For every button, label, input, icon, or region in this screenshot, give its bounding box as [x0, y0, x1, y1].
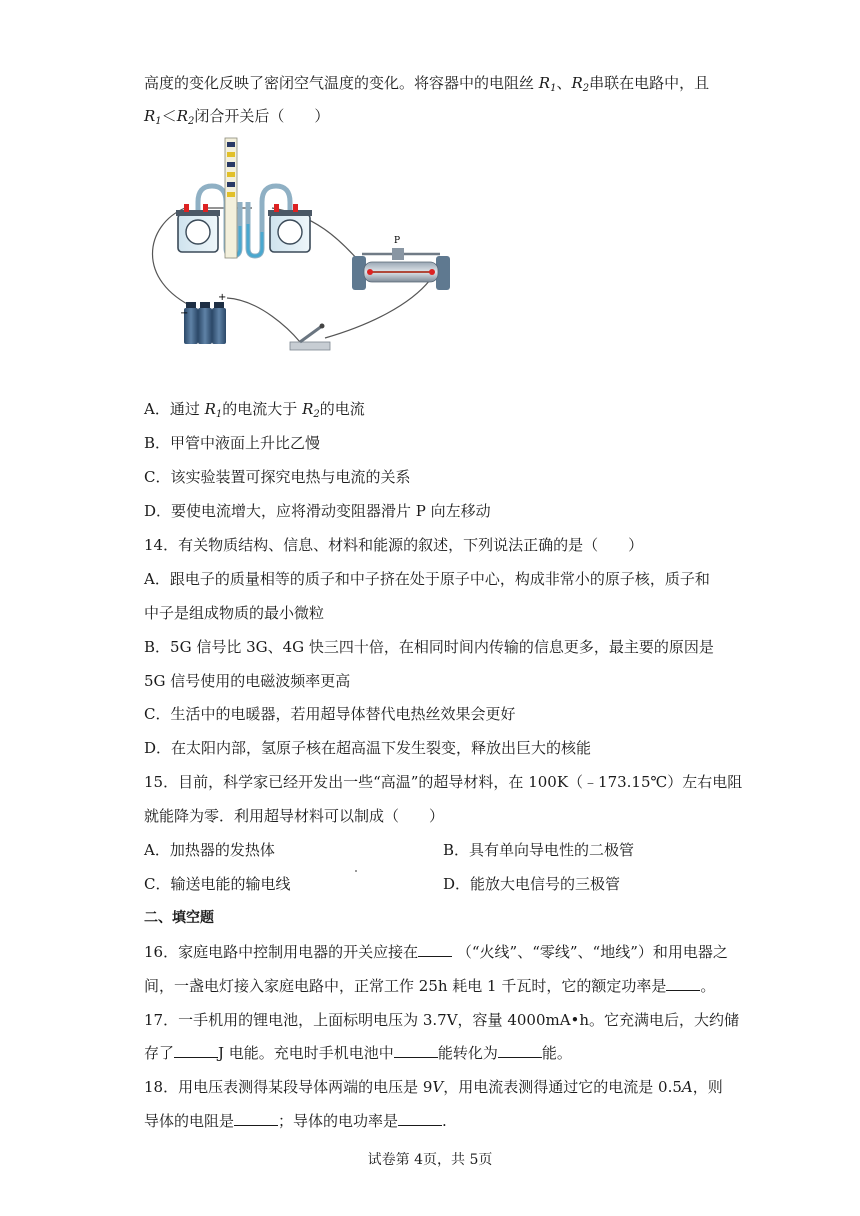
question-text: 存了: [144, 1044, 175, 1062]
container-left: [176, 204, 220, 252]
question-text: 间，一盏电灯接入家庭电路中，正常工作 25h 耗电 1 千瓦时，它的额定功率是: [144, 977, 667, 995]
question-text: 能。: [541, 1044, 572, 1062]
q14-option-b-line2: 5G 信号使用的电磁波频率更高: [144, 672, 351, 690]
answer-blank[interactable]: [398, 1111, 442, 1126]
subscript: 2: [187, 116, 195, 127]
r-symbol: R: [538, 74, 551, 92]
question-text: 导体的电阻是: [144, 1112, 235, 1130]
battery-plus: +: [218, 292, 227, 303]
q15-stem-line2: 就能降为零．利用超导材料可以制成（ ）: [144, 807, 445, 825]
subscript: 1: [215, 409, 223, 420]
q14-option-b-line1: B．5G 信号比 3G、4G 快三四十倍，在相同时间内传输的信息更多，最主要的原因是: [144, 638, 714, 656]
q18-line1: [144, 1077, 723, 1097]
separator: 、: [556, 74, 572, 92]
scale-ruler: [225, 138, 237, 258]
unit-volt: V: [432, 1078, 444, 1096]
q14-option-c: C．生活中的电暖器，若用超导体替代电热丝效果会更好: [144, 705, 516, 723]
subscript: 2: [313, 409, 320, 420]
question-text: 能转化为: [437, 1044, 498, 1062]
question-text: ，用电流表测得通过它的电流是 0.5: [443, 1078, 682, 1096]
q15-stem-line1: 15．目前，科学家已经开发出一些“高温”的超导材料，在 100K（﹣173.15℃）左右电阻: [144, 773, 743, 791]
subscript: 1: [155, 116, 162, 127]
q14-option-a-line1: A．跟电子的质量相等的质子和中子挤在处于原子中心，构成非常小的原子核，质子和: [144, 570, 710, 588]
answer-blank[interactable]: [498, 1043, 542, 1058]
q15-option-b: B．具有单向导电性的二极管: [443, 841, 635, 859]
q15-option-a: A．加热器的发热体: [144, 841, 275, 859]
container-right: [268, 204, 312, 252]
question-text: ，则: [692, 1078, 723, 1096]
answer-blank[interactable]: [234, 1111, 278, 1126]
intro-text: 串联在电路中，且: [589, 74, 710, 92]
wire: [325, 280, 430, 338]
r-symbol: R: [176, 107, 188, 125]
option-text: A．通过: [144, 400, 205, 418]
answer-blank[interactable]: [174, 1043, 218, 1058]
r-symbol: R: [144, 107, 156, 125]
option-text: 的电流: [319, 400, 365, 418]
answer-blank[interactable]: [418, 942, 452, 957]
intro-line-1: [144, 73, 709, 99]
stray-dot: [355, 870, 357, 872]
q15-option-d: D．能放大电信号的三极管: [443, 875, 621, 893]
question-text: 16．家庭电路中控制用电器的开关应接在: [144, 943, 419, 961]
q13-option-b: B．甲管中液面上升比乙慢: [144, 434, 321, 452]
wire: [227, 298, 300, 342]
question-text: 。: [700, 977, 716, 995]
q14-option-a-line2: 中子是组成物质的最小微粒: [144, 604, 325, 622]
q16-line2: [144, 976, 715, 996]
q13-option-d: D．要使电流增大，应将滑动变阻器滑片 P 向左移动: [144, 502, 491, 520]
q14-option-d: D．在太阳内部，氢原子核在超高温下发生裂变，释放出巨大的核能: [144, 739, 592, 757]
q15-option-c: C．输送电能的输电线: [144, 875, 291, 893]
answer-blank[interactable]: [394, 1043, 438, 1058]
q17-line1: 17．一手机用的锂电池，上面标明电压为 3.7V，容量 4000mA•h。它充满电后，大约储: [144, 1011, 740, 1029]
circuit-figure: [140, 130, 460, 362]
r-symbol: R: [204, 400, 216, 418]
q16-line1: [144, 942, 728, 962]
question-text: 18．用电压表测得某段导体两端的电压是 9: [144, 1078, 433, 1096]
intro-text: 闭合开关后（ ）: [194, 107, 330, 125]
battery-minus: −: [180, 308, 189, 319]
answer-blank[interactable]: [666, 976, 700, 991]
slider-label: P: [394, 236, 401, 246]
q13-option-a: [144, 399, 365, 425]
r-symbol: R: [571, 74, 583, 92]
battery: [180, 292, 226, 344]
intro-line-2: [144, 106, 329, 132]
sliding-rheostat: [352, 236, 450, 290]
option-text: 的电流大于: [222, 400, 303, 418]
section-heading: 二、填空题: [144, 910, 214, 926]
q17-line2: [144, 1043, 572, 1063]
question-text: J 电能。充电时手机电池中: [218, 1044, 394, 1062]
subscript: 1: [550, 83, 557, 94]
subscript: 2: [582, 83, 590, 94]
r-symbol: R: [302, 400, 314, 418]
question-text: （“火线”、“零线”、“地线”）和用电器之: [456, 943, 728, 961]
q18-line2: [144, 1111, 447, 1131]
intro-text: 高度的变化反映了密闭空气温度的变化。将容器中的电阻丝: [144, 74, 539, 92]
question-text: .: [442, 1112, 447, 1130]
unit-ampere: A: [681, 1078, 693, 1096]
question-text: ；导体的电功率是: [278, 1112, 399, 1130]
q14-stem: 14．有关物质结构、信息、材料和能源的叙述，下列说法正确的是（ ）: [144, 536, 644, 554]
less-than: ＜: [161, 107, 177, 125]
page-footer: 试卷第 4页，共 5页: [367, 1152, 493, 1168]
q13-option-c: C．该实验装置可探究电热与电流的关系: [144, 468, 411, 486]
